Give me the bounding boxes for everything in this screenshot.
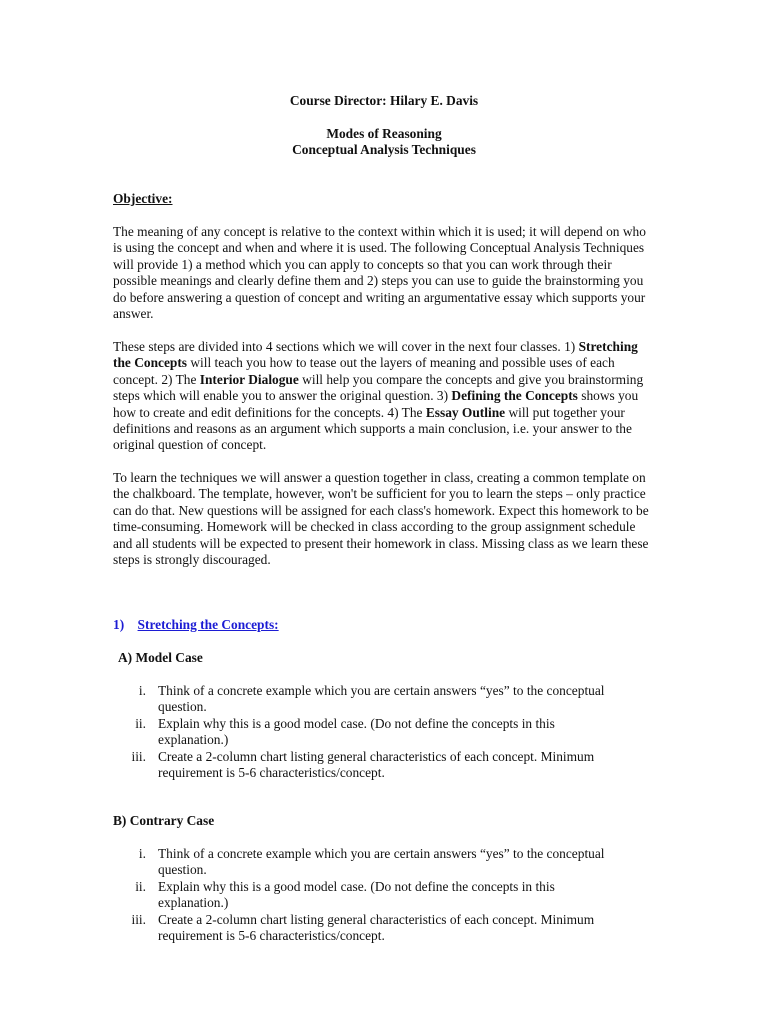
list-item: iii. Create a 2-column chart listing general characteristics of each concept. Minimum requirement is 5-6 characteristics/concept. bbox=[131, 748, 595, 781]
contrary-case-heading: B) Contrary Case bbox=[113, 813, 215, 828]
term-defining: Defining the Concepts bbox=[451, 388, 578, 404]
objective-paragraph-3: To learn the techniques we will answer a question together in class, creating a common template on the chalkboard. The template, however, won't be sufficient for you to learn the steps – only practice can do that. New questions will be assigned for each class's homework. Expect this homework to be time-consuming. Homework will be checked in class according to the group assignment schedule and all students will be expected to present their homework in class. Missing class as we learn these steps is strongly discouraged. bbox=[113, 470, 649, 568]
term-interior-dialogue: Interior Dialogue bbox=[199, 371, 299, 387]
term-essay-outline: Essay Outline bbox=[425, 404, 506, 420]
doc-title-line2: Conceptual Analysis Techniques bbox=[292, 142, 476, 157]
section-1-title-link[interactable]: Stretching the Concepts: bbox=[137, 617, 279, 632]
list-item: iii. Create a 2-column chart listing general characteristics of each concept. Minimum requirement is 5-6 characteristics/concept. bbox=[131, 911, 595, 944]
contrary-case-list bbox=[113, 846, 628, 944]
objective-paragraph-2: These steps are divided into 4 sections which we will cover in the next four classes. 1) Stretching the Concepts will teach you how to tease out the layers of meaning and possible uses of each concept. 2) The Interior Dialogue will help you compare the concepts and give you brainstorming steps which will enable you to answer the original question. 3) Defining the Concepts shows you how to create and edit definitions for the concepts. 4) The Essay Outline will put together your definitions and reasons as an argument which supports a main conclusion, i.e. your answer to the original question of concept. bbox=[113, 339, 644, 453]
list-item: i. Think of a concrete example which you are certain answers “yes” to the conceptual question. bbox=[138, 846, 605, 878]
model-case-list bbox=[113, 683, 628, 781]
model-case-heading: A) Model Case bbox=[118, 650, 203, 665]
section-1-heading[interactable] bbox=[113, 617, 653, 633]
section-1-number: 1) bbox=[113, 617, 125, 632]
list-item: ii. Explain why this is a good model case. (Do not define the concepts in this explanation.) bbox=[135, 715, 555, 748]
objective-paragraph-1: The meaning of any concept is relative to the context within which it is used; it will depend on who is using the concept and when and where it is used. The following Conceptual Analysis Techniques will provide 1) a method which you can apply to concepts so that you can work through their possible meanings and clearly define them and 2) steps you can use to guide the brainstorming you do before answering a question of concept and writing an argumentative essay which supports your answer. bbox=[113, 224, 646, 322]
list-item: i. Think of a concrete example which you are certain answers “yes” to the conceptual question. bbox=[138, 683, 605, 715]
course-director: Course Director: Hilary E. Davis bbox=[289, 93, 479, 108]
term-stretching: Stretching the Concepts bbox=[113, 339, 638, 371]
doc-title-line1: Modes of Reasoning bbox=[326, 126, 442, 141]
list-item: ii. Explain why this is a good model case. (Do not define the concepts in this explanation.) bbox=[135, 878, 555, 911]
objective-heading: Objective: bbox=[113, 191, 173, 206]
